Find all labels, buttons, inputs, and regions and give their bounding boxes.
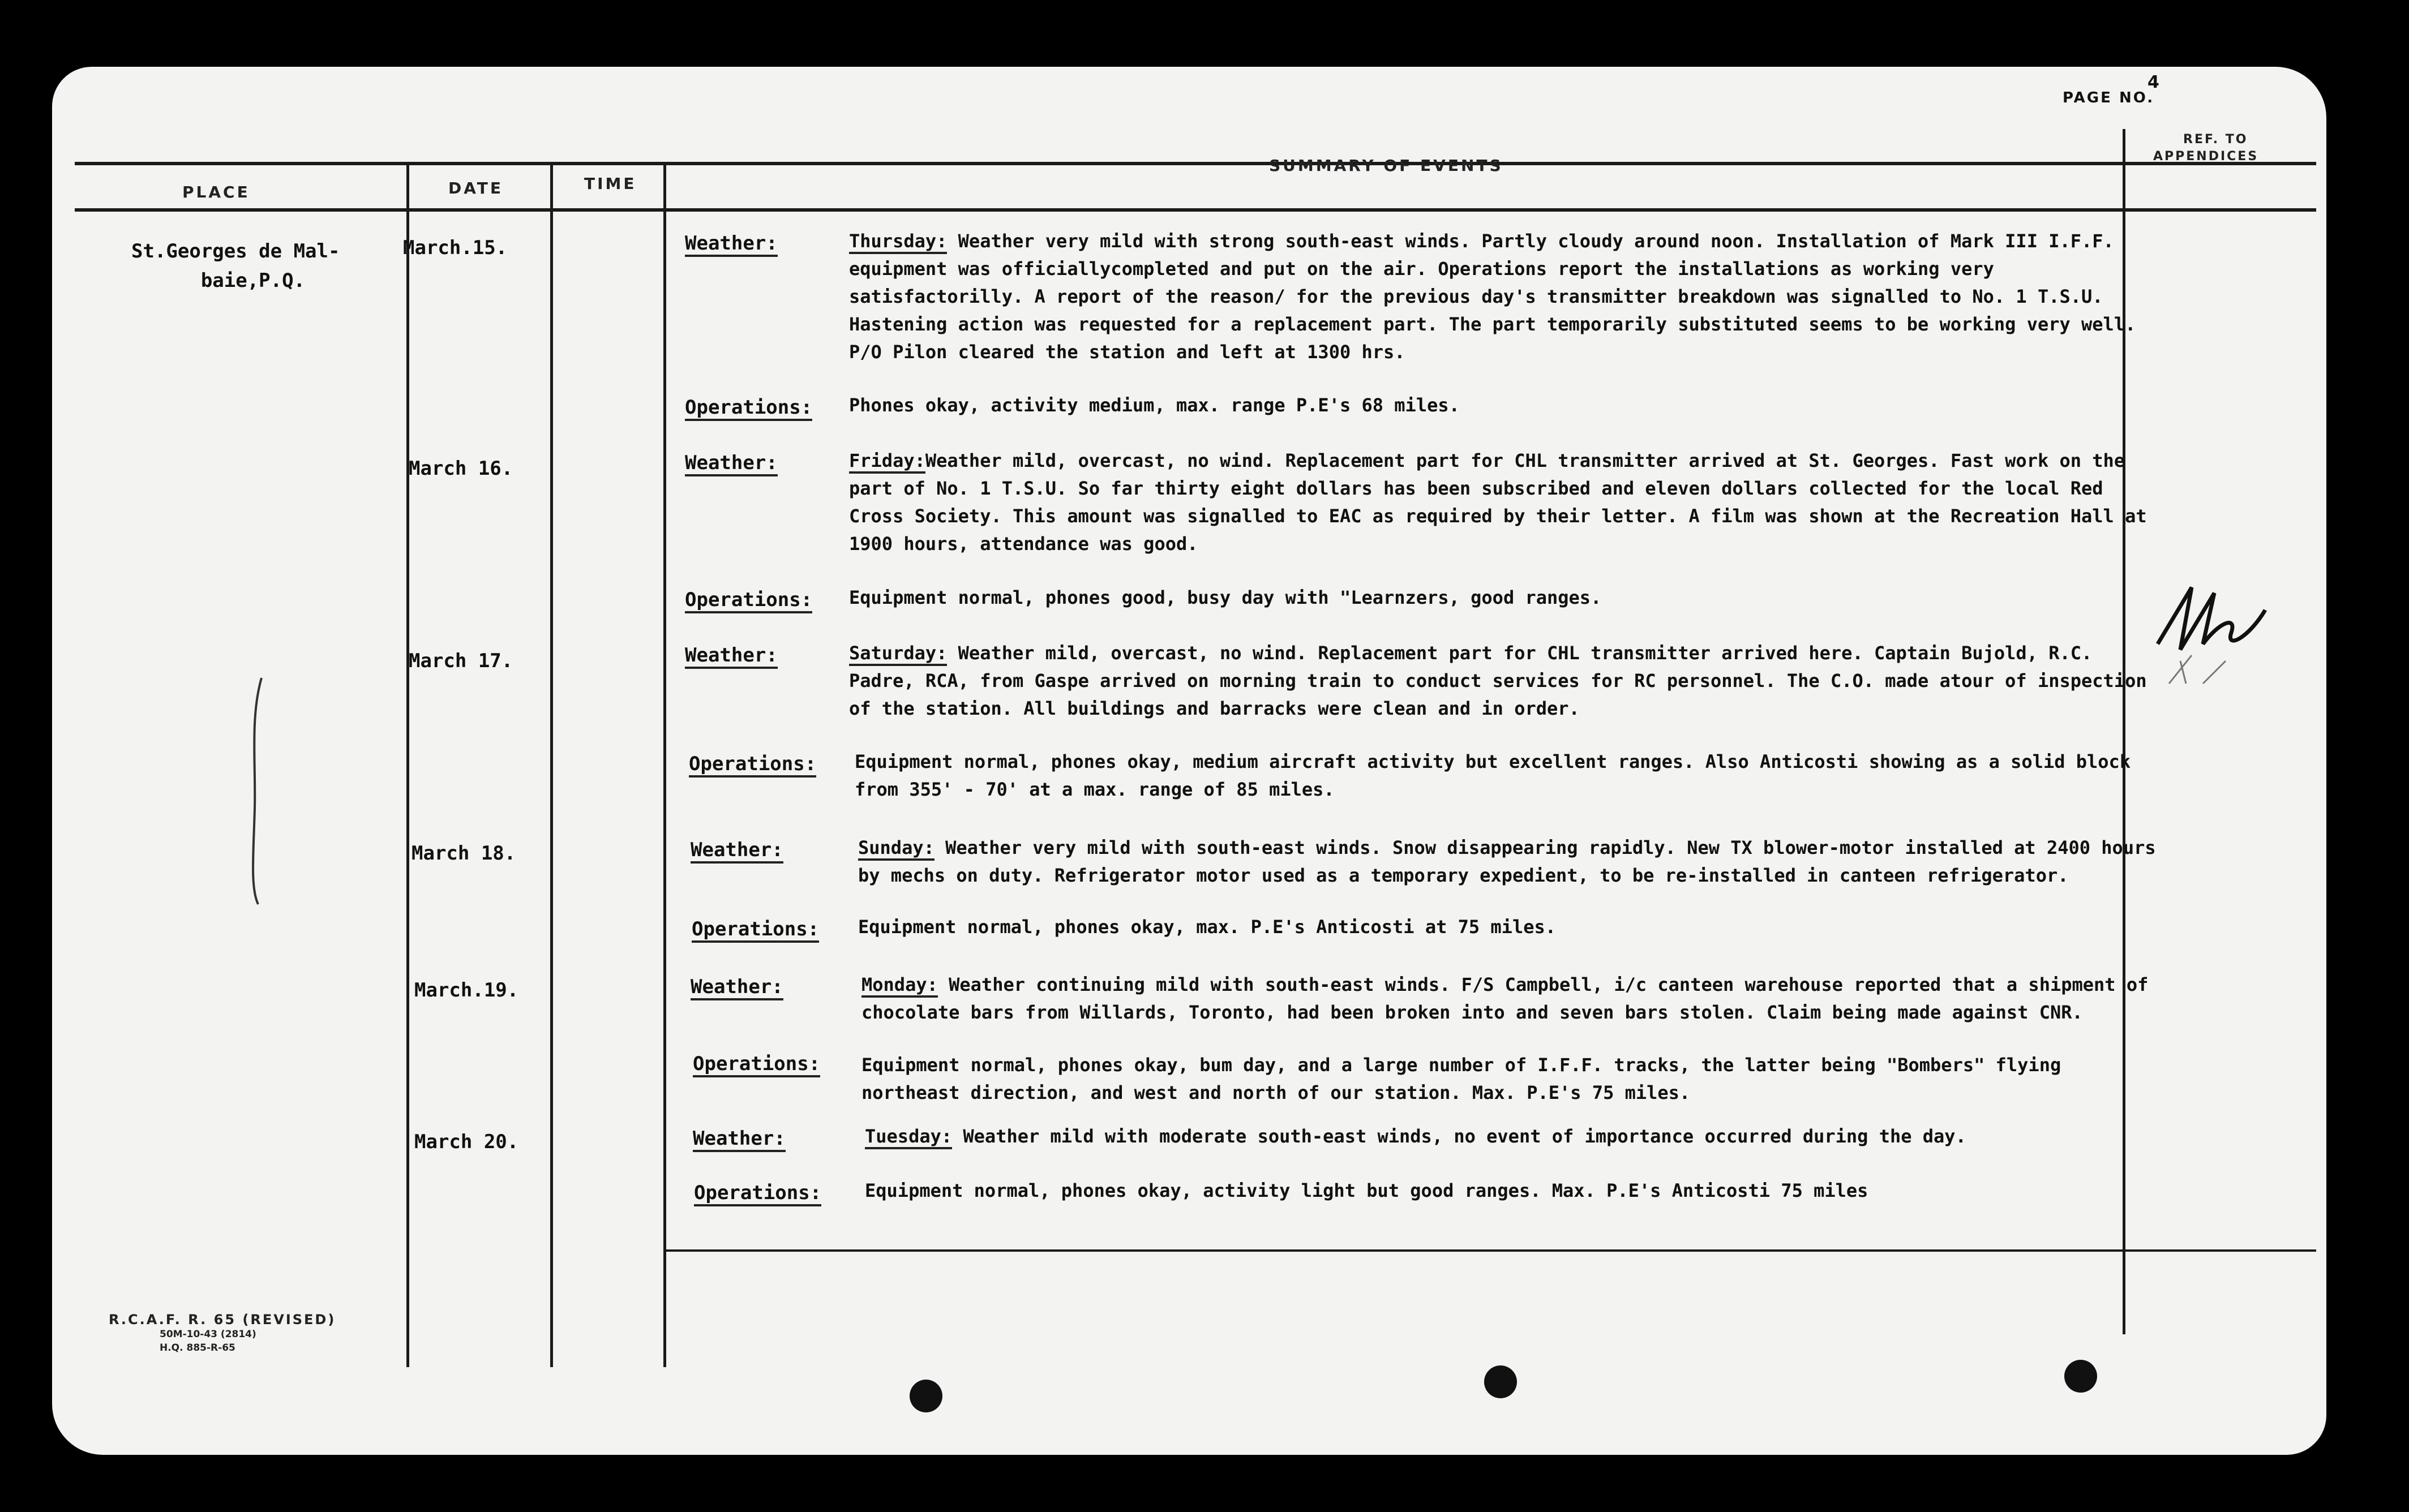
operations-text: Equipment normal, phones okay, bum day, and a large number of I.F.F. tracks, the latter being "Bombers" flying northeast direction, and west and north of our station. Max. P.E's 75 miles. xyxy=(861,1054,2061,1103)
form-footer xyxy=(109,1312,336,1355)
weather-label: Weather: xyxy=(685,452,778,476)
binder-hole xyxy=(2064,1360,2097,1393)
operations-text: Equipment normal, phones okay, medium aircraft activity but excellent ranges. Also Anticosti showing as a solid block from 355' - 70' at a max. range of 85 miles. xyxy=(855,751,2131,800)
header-place: PLACE xyxy=(182,183,250,201)
operations-label: Operations: xyxy=(694,1182,821,1206)
weather-day: Tuesday: xyxy=(865,1126,952,1149)
weather-body: Weather mild with moderate south-east winds, no event of importance occurred during the day. xyxy=(952,1126,1966,1147)
operations-text: Equipment normal, phones okay, max. P.E's Anticosti at 75 miles. xyxy=(858,916,1556,938)
initials-signature xyxy=(2146,576,2282,689)
weather-label: Weather: xyxy=(693,1127,786,1152)
weather-day: Saturday: xyxy=(849,642,947,666)
entry-date: March 18. xyxy=(411,842,516,865)
weather-text xyxy=(865,1123,2167,1150)
page-no-label: PAGE NO. xyxy=(2063,89,2155,106)
weather-day: Sunday: xyxy=(858,837,935,861)
operations-label: Operations: xyxy=(685,589,812,613)
header-summary: SUMMARY OF EVENTS xyxy=(1269,156,1503,175)
col-divider-date-time xyxy=(550,162,553,1367)
operations-text: Equipment normal, phones okay, activity light but good ranges. Max. P.E's Anticosti 75 miles xyxy=(865,1180,1868,1201)
operations-label: Operations: xyxy=(693,1053,820,1077)
entry-date: March.15. xyxy=(403,237,508,259)
weather-text xyxy=(858,834,2160,890)
operations-label: Operations: xyxy=(692,918,819,943)
weather-text xyxy=(849,639,2151,723)
header-rule xyxy=(75,208,2316,212)
page-no-value: 4 xyxy=(2147,72,2161,92)
binder-hole xyxy=(910,1380,942,1412)
weather-body: Weather mild, overcast, no wind. Replacement part for CHL transmitter arrived at St. Georges. Fast work on the part of No. 1 T.S.U. So far thirty eight dollars has been subscribed and eleven dollars collected for the local Red Cross Society. This amount was signalled to EAC as required by their letter. A film was shown at the Recreation Hall at 1900 hours, attendance was good. xyxy=(849,450,2147,555)
operations-text: Equipment normal, phones good, busy day with "Learnzers, good ranges. xyxy=(849,587,1602,608)
weather-day: Thursday: xyxy=(849,230,947,254)
bottom-rule xyxy=(663,1249,2316,1252)
entry-date: March 17. xyxy=(409,650,513,672)
operations-text: Phones okay, activity medium, max. range P.E's 68 miles. xyxy=(849,394,1460,416)
margin-pencil-mark xyxy=(239,672,273,910)
war-diary-sheet xyxy=(52,67,2326,1455)
weather-text xyxy=(849,447,2151,558)
binder-hole xyxy=(1484,1365,1517,1398)
weather-body: Weather very mild with south-east winds. Snow disappearing rapidly. New TX blower-motor installed at 2400 hours by mechs on duty. Refrigerator motor used as a temporary expedient, to be re-installed in canteen refrigerator. xyxy=(858,837,2156,886)
header-time: TIME xyxy=(584,174,637,193)
operations-label: Operations: xyxy=(685,396,812,421)
entry-date: March 20. xyxy=(414,1131,519,1153)
entry-date: March 16. xyxy=(409,457,513,480)
weather-label: Weather: xyxy=(691,839,783,864)
weather-body: Weather continuing mild with south-east winds. F/S Campbell, i/c canteen warehouse reported that a shipment of chocolate bars from Willards, Toronto, had been broken into and seven bars stolen. Claim being made against CNR. xyxy=(861,974,2149,1023)
form-print-code: 50M-10-43 (2814) xyxy=(160,1329,256,1340)
weather-label: Weather: xyxy=(685,644,778,669)
weather-label: Weather: xyxy=(685,232,778,257)
top-rule xyxy=(75,162,2316,165)
header-appendices: APPENDICES xyxy=(2153,149,2259,164)
place-cell: St.Georges de Mal- baie,P.Q. xyxy=(131,240,340,292)
weather-day: Friday: xyxy=(849,450,925,474)
weather-day: Monday: xyxy=(861,974,938,998)
weather-body: Weather mild, overcast, no wind. Replacement part for CHL transmitter arrived here. Captain Bujold, R.C. Padre, RCA, from Gaspe arrived on morning train to conduct services for RC personnel. The C.O. made atour of inspection of the station. All buildings and barracks were clean and in order. xyxy=(849,642,2147,719)
header-ref-to: REF. TO xyxy=(2183,132,2248,147)
weather-label: Weather: xyxy=(691,976,783,1000)
entry-date: March.19. xyxy=(414,979,519,1002)
col-divider-place-date xyxy=(406,162,409,1367)
page-number xyxy=(2063,72,2161,106)
form-hq-code: H.Q. 885-R-65 xyxy=(160,1342,235,1354)
header-date: DATE xyxy=(448,179,503,197)
form-number: R.C.A.F. R. 65 (REVISED) xyxy=(109,1312,336,1328)
weather-text xyxy=(849,227,2151,366)
col-divider-time-summary xyxy=(663,162,666,1367)
weather-body: Weather very mild with strong south-east winds. Partly cloudy around noon. Installation of Mark III I.F.F. equipment was officiallycompleted and put on the air. Operations report the installations as working very satisfactorilly. A report of the reason/ for the previous day's transmitter breakdown was signalled to No. 1 T.S.U. Hastening action was requested for a replacement part. The part temporarily substituted seems to be working very well. P/O Pilon cleared the station and left at 1300 hrs. xyxy=(849,230,2136,363)
weather-text xyxy=(861,971,2163,1026)
operations-label: Operations: xyxy=(689,753,816,778)
